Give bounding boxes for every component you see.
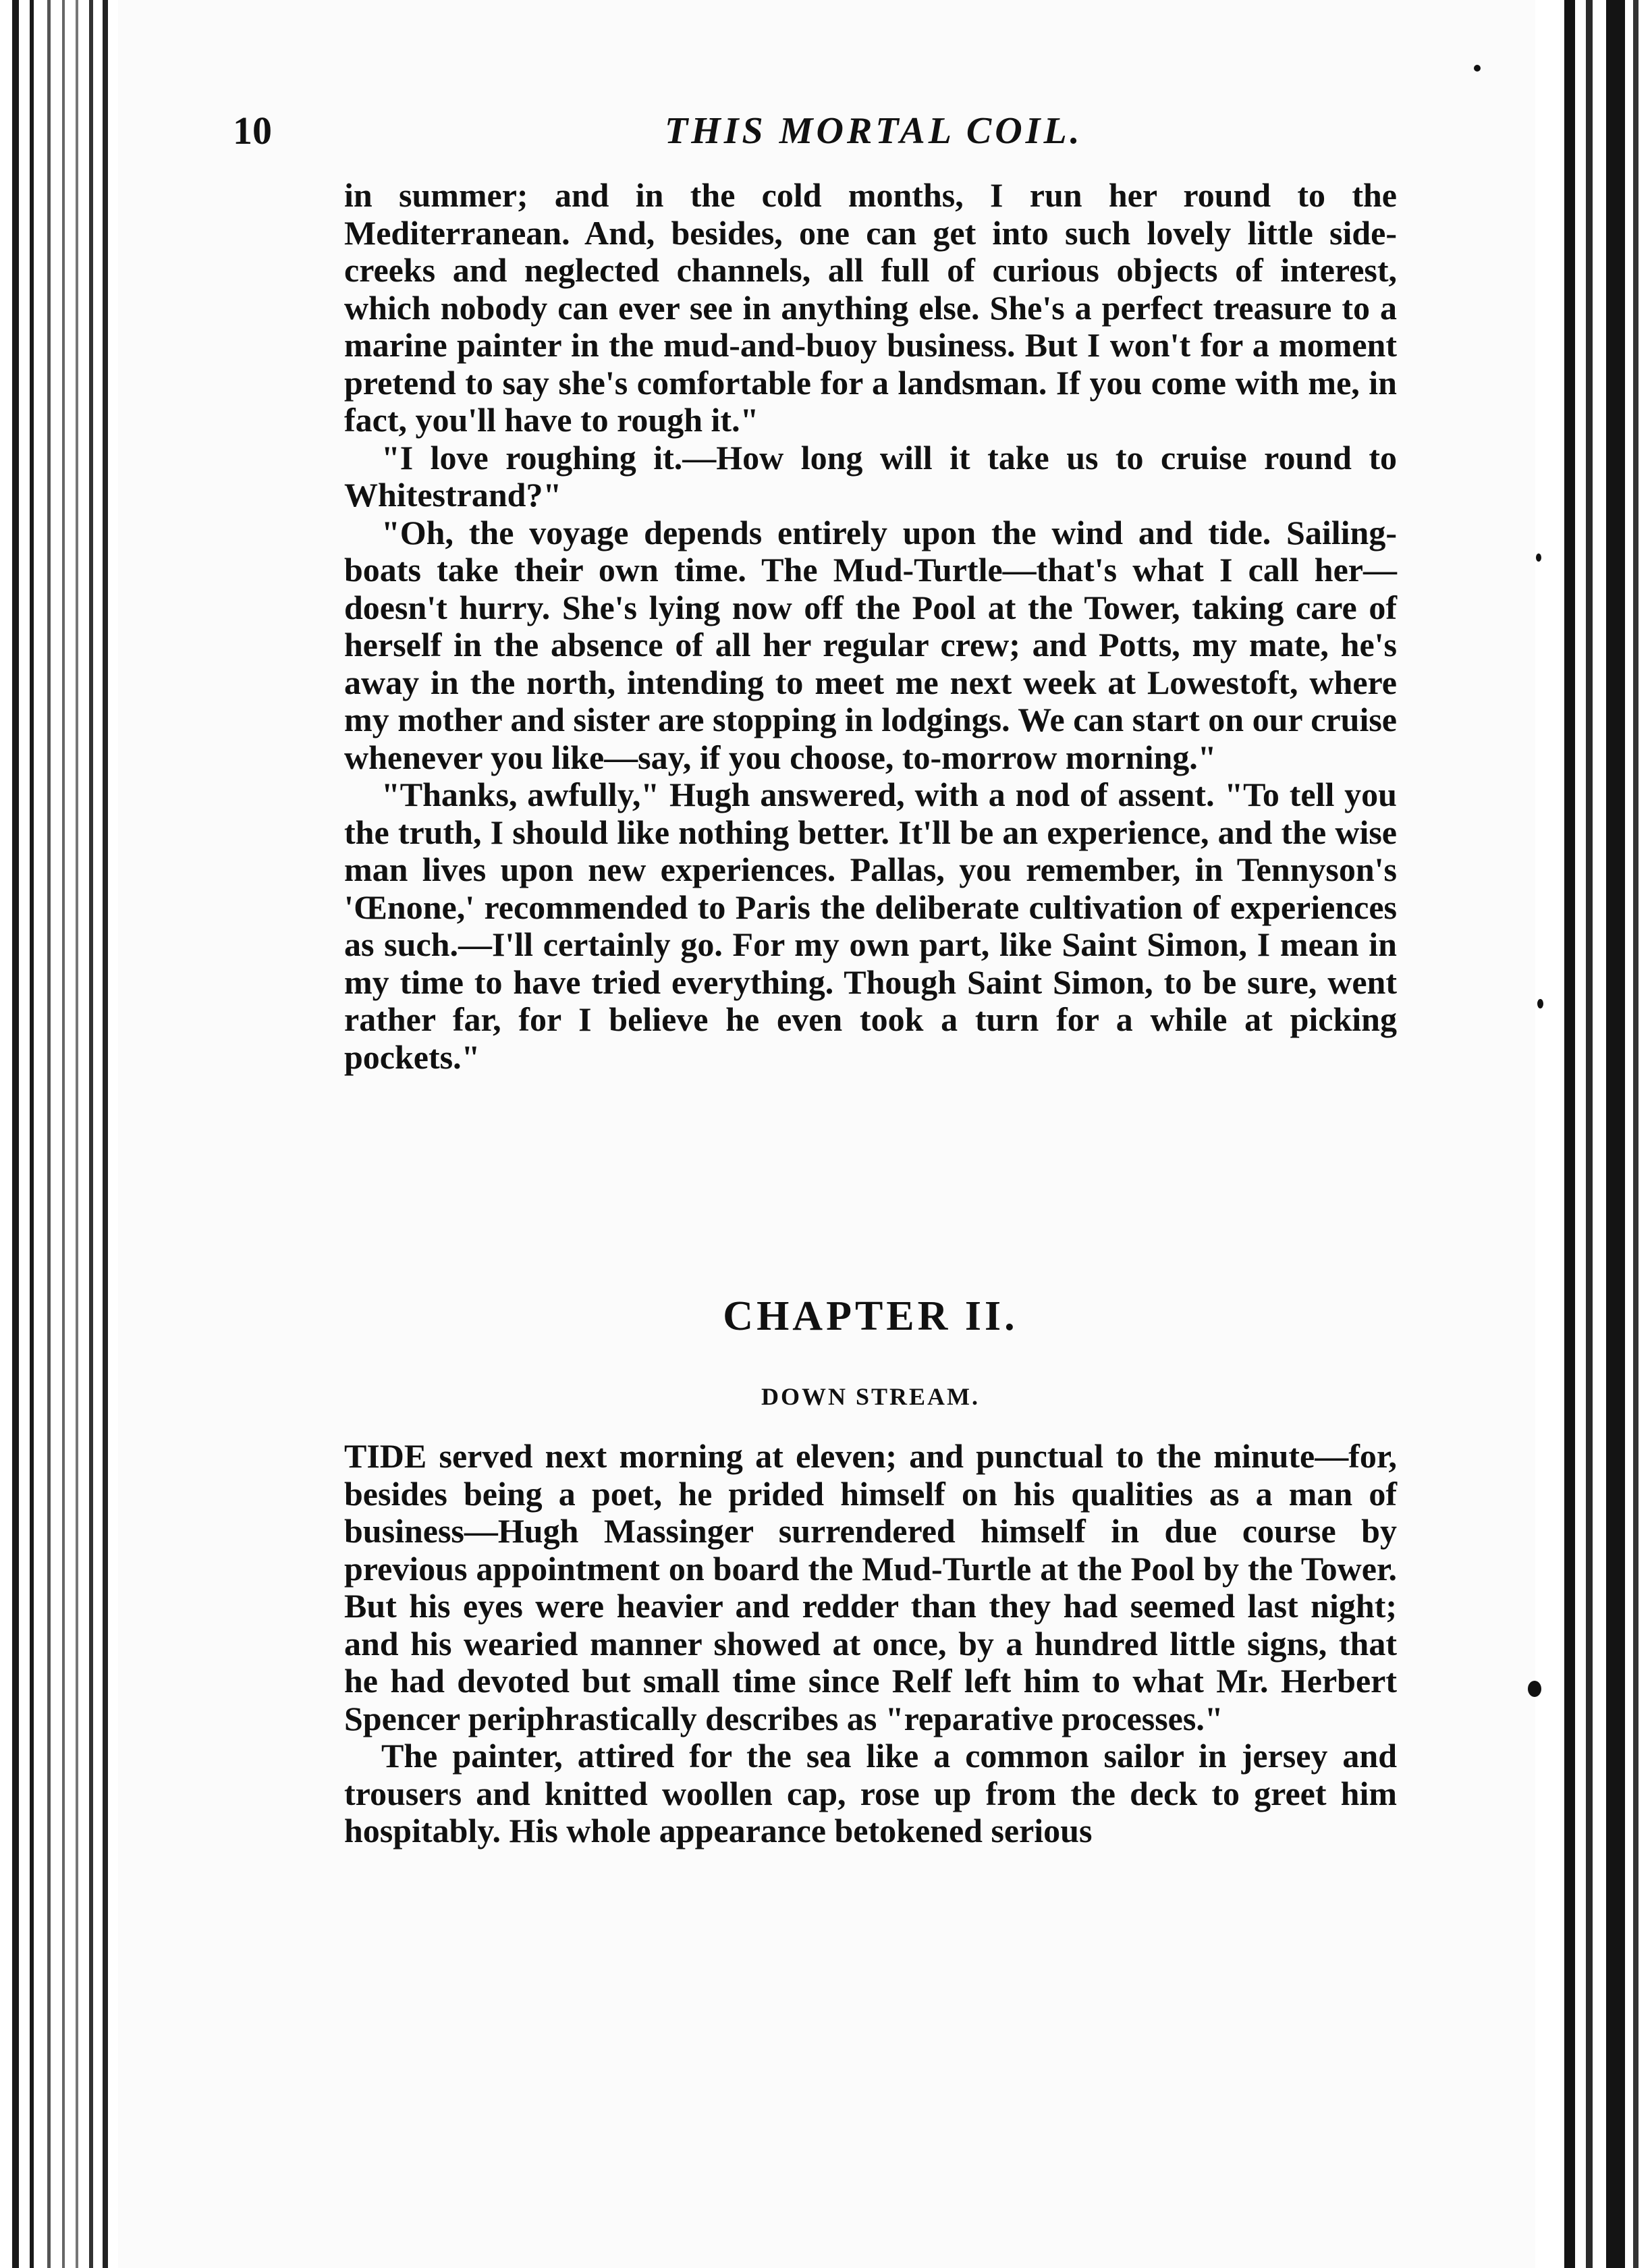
print-speck — [1528, 1681, 1541, 1697]
running-head — [233, 108, 1400, 169]
page-edges — [0, 0, 118, 2268]
paragraph: "I love roughing it.—How long will it take us to cruise round to Whitestrand?" — [344, 438, 1397, 514]
paragraph: in summer; and in the cold months, I run her round to the Mediterranean. And, besides, one can get into such lovely little side-creeks and neglected channels, all full of curious objects of interest, which nobody can ever see in anything else. She's a perfect treasure to a marine painter in the mud-and-buoy business. But I won't for a moment pretend to say she's comfortable for a landsman. If you come with me, in fact, you'll have to rough it." — [344, 176, 1397, 439]
body-text-bottom — [344, 1438, 1397, 1850]
print-speck — [1537, 999, 1543, 1008]
running-title: THIS MORTAL COIL. — [665, 110, 1083, 152]
paragraph: "Thanks, awfully," Hugh answered, with a nod of assent. "To tell you the truth, I should like nothing better. It'll be an experience, and the wise man lives upon new experiences. Pallas, you remember, in Tennyson's 'Œnone,' recommended to Paris the deliberate cultivation of experiences as such.—I'll certainly go. For my own part, like Saint Simon, I mean in my time to have tried everything. Though Saint Simon, to be sure, went rather far, for I believe he even took a turn for a while at picking pockets." — [344, 776, 1397, 1076]
binding-gutter — [1551, 0, 1652, 2268]
print-speck — [1474, 65, 1481, 72]
print-speck — [1536, 554, 1541, 562]
chapter-title: CHAPTER II. — [723, 1293, 1018, 1339]
paragraph: The painter, attired for the sea like a common sailor in jersey and trousers and knitted woollen cap, rose up from the deck to greet him hospitably. His whole appearance betokened serious — [344, 1737, 1397, 1850]
paragraph: TIDE served next morning at eleven; and punctual to the minute—for, besides being a poet, he prided himself on his qualities as a man of business—Hugh Massinger surrendered himself in due course by previous appointment on board the Mud-Turtle at the Pool by the Tower. But his eyes were heavier and redder than they had seemed last night; and his wearied manner showed at once, by a hundred little signs, that he had devoted but small time since Relf left him to what Mr. Herbert Spencer periphrastically describes as "reparative processes." — [344, 1437, 1397, 1737]
paragraph: "Oh, the voyage depends entirely upon the wind and tide. Sailing-boats take their own time. The Mud-Turtle—that's what I call her—doesn't hurry. She's lying now off the Pool at the Tower, taking care of herself in the absence of all her regular crew; and Potts, my mate, he's away in the north, intending to meet me next week at Lowestoft, where my mother and sister are stopping in lodgings. We can start on our cruise whenever you like—say, if you choose, to-morrow morning." — [344, 513, 1397, 776]
chapter-subtitle: DOWN STREAM. — [761, 1383, 981, 1410]
page-number: 10 — [233, 109, 272, 153]
body-text-top — [344, 177, 1397, 1076]
